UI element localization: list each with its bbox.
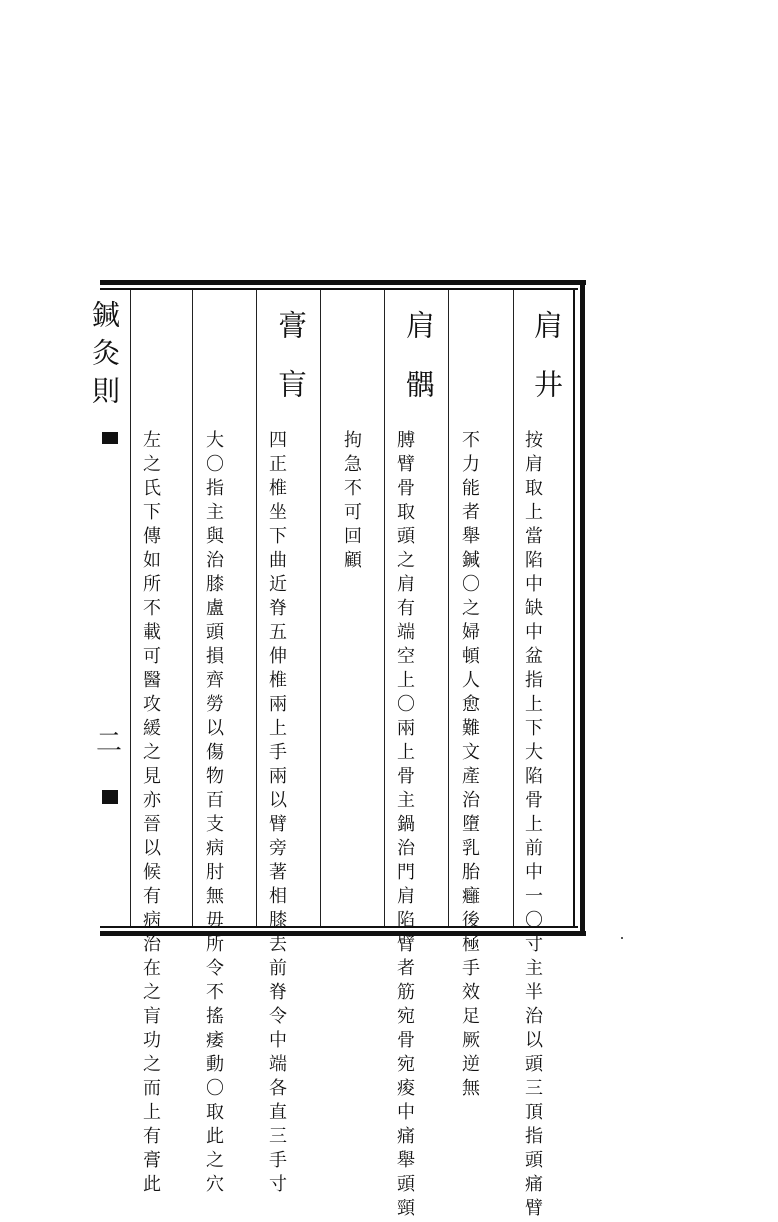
entry-title-jianyu: 肩髃: [402, 310, 436, 428]
fish-tail-mark-bottom: [102, 790, 118, 804]
frame-bottom-border: [100, 931, 586, 936]
entry-body-jianyu: 膊臂骨取頭之肩有端空上〇兩上骨主鍋治門肩陷臂者筋宛骨宛痠中痛舉頭頸: [394, 430, 415, 1222]
column-divider: [513, 290, 514, 926]
entry-body-gaohuang-cont: 大〇指主與治膝盧頭損齊勞以傷物百支病肘無毋所令不搖痿動〇取此之穴: [203, 430, 224, 1198]
column-divider: [192, 290, 193, 926]
entry-body-jianjing: 按肩取上當陷中缺中盆指上下大陷骨上前中一〇寸主半治以頭三頂指頭痛臂: [522, 430, 543, 1222]
column-divider: [448, 290, 449, 926]
column-divider: [320, 290, 321, 926]
entry-body-gaohuang-note: 左之氏下傳如所不載可醫攻緩之見亦晉以候有病治在之肓功之而上有膏此: [140, 430, 161, 1198]
margin-book-title: 鍼灸則: [88, 300, 121, 414]
column-divider: [130, 290, 131, 926]
frame-top-inner-border: [100, 288, 578, 290]
column-divider: [256, 290, 257, 926]
frame-top-border: [100, 280, 586, 285]
frame-right-border: [580, 280, 585, 936]
margin-page-number: 二: [96, 728, 123, 758]
entry-body-gaohuang: 四正椎坐下曲近脊五伸椎兩上手兩以臂旁著相膝去前脊令中端各直三手寸: [266, 430, 287, 1198]
entry-body-jianjing-cont: 不力能者舉鍼〇之婦頓人愈難文產治墮乳胎癰後極手效足厥逆無: [459, 430, 480, 1102]
frame-bottom-inner-border: [100, 926, 578, 928]
page-speck: [621, 937, 623, 939]
fish-tail-mark-top: [102, 432, 118, 444]
entry-title-jianjing: 肩井: [530, 310, 564, 428]
entry-body-jianyu-cont: 拘急不可回顧: [341, 430, 362, 574]
column-divider: [384, 290, 385, 926]
entry-title-gaohuang: 膏肓: [274, 310, 308, 428]
frame-right-inner-border: [573, 288, 575, 928]
